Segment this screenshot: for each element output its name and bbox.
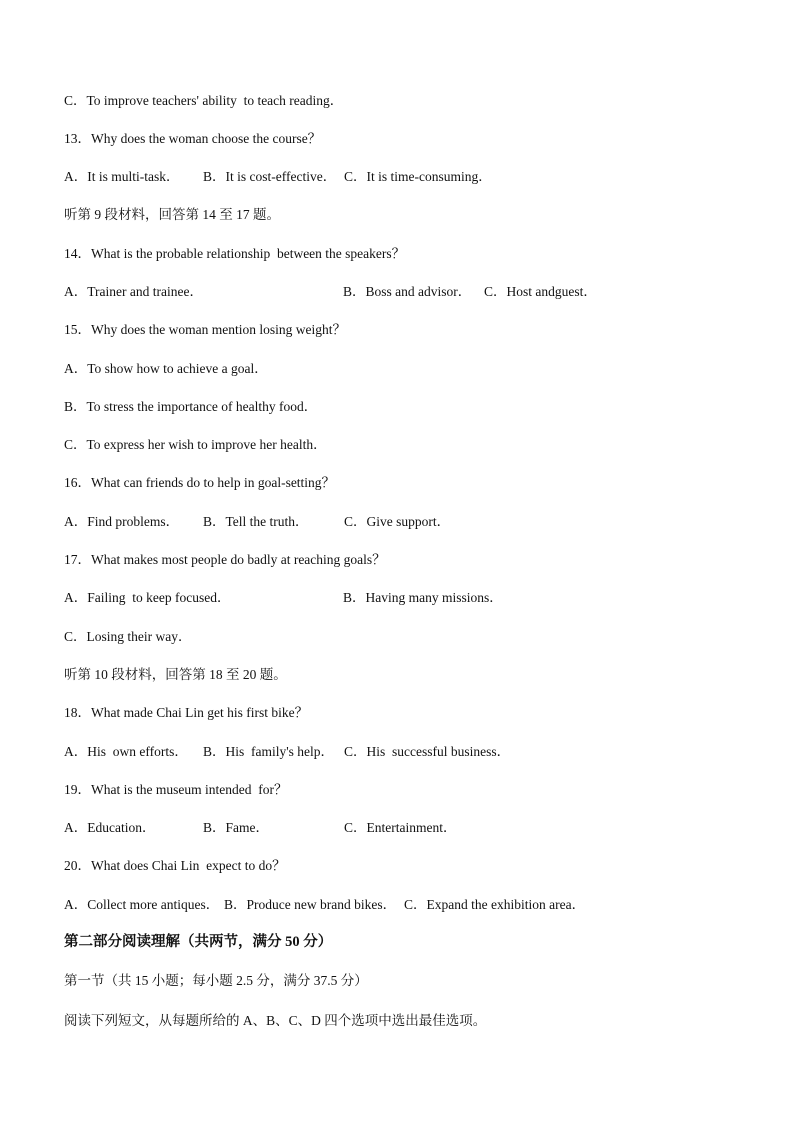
q16-options bbox=[64, 513, 744, 531]
q19-option-a: A．Education． bbox=[64, 820, 156, 835]
q20-option-b: B．Produce new brand bikes． bbox=[224, 897, 397, 912]
q14-option-b: B．Boss and advisor． bbox=[343, 284, 472, 299]
q20-option-a: A．Collect more antiques． bbox=[64, 897, 220, 912]
question-14: 14．What is the probable relationship between the speakers？ bbox=[64, 246, 406, 261]
q13-options bbox=[64, 168, 744, 186]
section-instruction-10: 听第 10 段材料，回答第 18 至 20 题。 bbox=[64, 667, 287, 682]
q16-option-a: A．Find problems． bbox=[64, 514, 180, 529]
q17-option-a: A．Failing to keep focused． bbox=[64, 590, 231, 605]
q16-option-c: C．Give support． bbox=[344, 514, 451, 529]
question-20: 20．What does Chai Lin expect to do？ bbox=[64, 858, 286, 873]
q13-option-a: A．It is multi-task． bbox=[64, 169, 180, 184]
question-13: 13．Why does the woman choose the course？ bbox=[64, 131, 322, 146]
question-16: 16．What can friends do to help in goal-setting？ bbox=[64, 475, 336, 490]
q18-options bbox=[64, 743, 744, 761]
q12-option-c: C．To improve teachers' ability to teach reading． bbox=[64, 93, 344, 108]
section-instruction-9: 听第 9 段材料，回答第 14 至 17 题。 bbox=[64, 207, 280, 222]
question-15: 15．Why does the woman mention losing weight？ bbox=[64, 322, 346, 337]
q20-option-c: C．Expand the exhibition area． bbox=[404, 897, 586, 912]
q20-options bbox=[64, 896, 744, 914]
q19-options bbox=[64, 819, 744, 837]
q15-option-a: A．To show how to achieve a goal． bbox=[64, 361, 268, 376]
q17-option-b: B．Having many missions． bbox=[343, 590, 503, 605]
part-two-heading: 第二部分阅读理解（共两节，满分 50 分） bbox=[64, 934, 333, 950]
q19-option-b: B．Fame． bbox=[203, 820, 269, 835]
q17-option-c: C．Losing their way． bbox=[64, 629, 192, 644]
question-19: 19．What is the museum intended for？ bbox=[64, 782, 288, 797]
q14-options bbox=[64, 283, 744, 301]
q14-option-c: C．Host andguest． bbox=[484, 284, 597, 299]
question-18: 18．What made Chai Lin get his first bike？ bbox=[64, 705, 309, 720]
q18-option-c: C．His successful business． bbox=[344, 744, 511, 759]
q15-option-b: B．To stress the importance of healthy food． bbox=[64, 399, 318, 414]
q19-option-c: C．Entertainment． bbox=[344, 820, 457, 835]
section-one-heading: 第一节（共 15 小题；每小题 2.5 分，满分 37.5 分） bbox=[64, 973, 368, 988]
q13-option-b: B．It is cost-effective． bbox=[203, 169, 337, 184]
q15-option-c: C．To express her wish to improve her health． bbox=[64, 437, 327, 452]
question-17: 17．What makes most people do badly at reaching goals？ bbox=[64, 552, 386, 567]
q18-option-a: A．His own efforts． bbox=[64, 744, 188, 759]
reading-instruction: 阅读下列短文，从每题所给的 A、B、C、D 四个选项中选出最佳选项。 bbox=[64, 1013, 487, 1028]
q14-option-a: A．Trainer and trainee． bbox=[64, 284, 203, 299]
q13-option-c: C．It is time-consuming． bbox=[344, 169, 492, 184]
q18-option-b: B．His family's help． bbox=[203, 744, 335, 759]
q17-options bbox=[64, 589, 744, 607]
q16-option-b: B．Tell the truth． bbox=[203, 514, 309, 529]
